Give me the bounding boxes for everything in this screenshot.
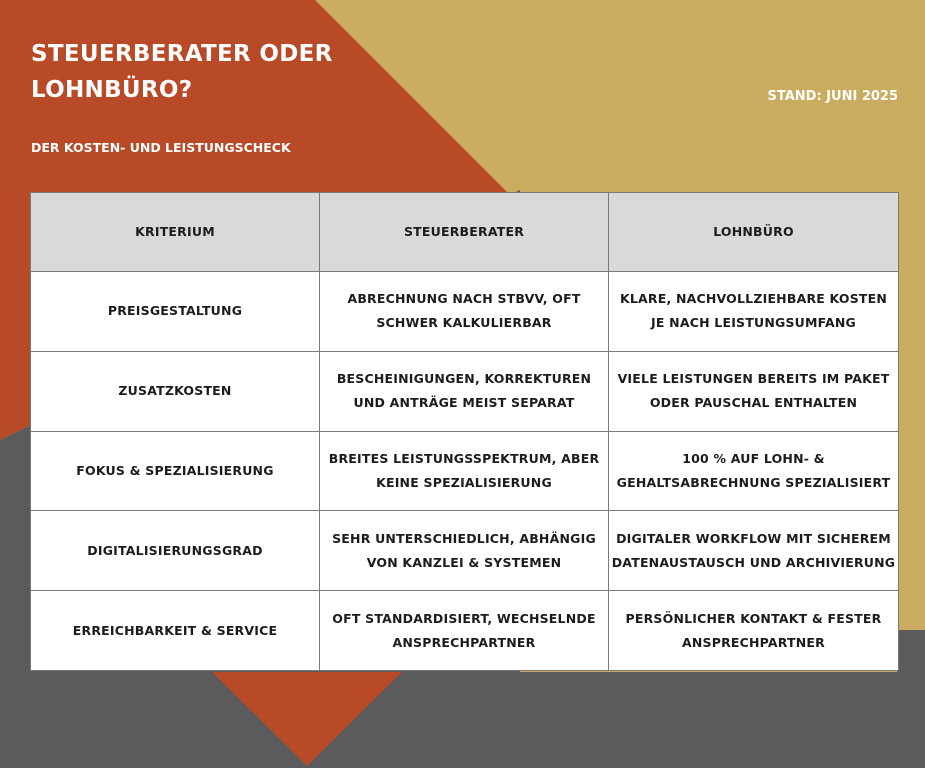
table-row (31, 591, 899, 671)
table-cell: KLARE, NACHVOLLZIEHBARE KOSTEN JE NACH LEISTUNGSUMFANG (609, 272, 899, 352)
table-cell: PREISGESTALTUNG (31, 272, 320, 352)
table-cell: OFT STANDARDISIERT, WECHSELNDE ANSPRECHPARTNER (320, 591, 609, 671)
table-cell: BREITES LEISTUNGSSPEKTRUM, ABER KEINE SPEZIALISIERUNG (320, 431, 609, 511)
table-cell: SEHR UNTERSCHIEDLICH, ABHÄNGIG VON KANZLEI & SYSTEMEN (320, 511, 609, 591)
page-title: STEUERBERATER ODER LOHNBÜRO? (31, 41, 333, 103)
comparison-table (30, 192, 899, 671)
table-cell: BESCHEINIGUNGEN, KORREKTUREN UND ANTRÄGE MEIST SEPARAT (320, 351, 609, 431)
table-cell: FOKUS & SPEZIALISIERUNG (31, 431, 320, 511)
table-row (31, 511, 899, 591)
table-row (31, 351, 899, 431)
table-cell: DIGITALISIERUNGSGRAD (31, 511, 320, 591)
table-cell: PERSÖNLICHER KONTAKT & FESTER ANSPRECHPARTNER (609, 591, 899, 671)
column-header: KRITERIUM (31, 193, 320, 272)
table-row (31, 272, 899, 352)
table-cell: VIELE LEISTUNGEN BEREITS IM PAKET ODER PAUSCHAL ENTHALTEN (609, 351, 899, 431)
table-cell: 100 % AUF LOHN- & GEHALTSABRECHNUNG SPEZIALISIERT (609, 431, 899, 511)
table-cell: ABRECHNUNG NACH STBVV, OFT SCHWER KALKULIERBAR (320, 272, 609, 352)
bottom-gray-strip (0, 672, 925, 768)
table-row (31, 431, 899, 511)
column-header: STEUERBERATER (320, 193, 609, 272)
column-header: LOHNBÜRO (609, 193, 899, 272)
table-cell: ERREICHBARKEIT & SERVICE (31, 591, 320, 671)
stand-date: STAND: JUNI 2025 (767, 89, 898, 104)
table-cell: ZUSATZKOSTEN (31, 351, 320, 431)
table-cell: DIGITALER WORKFLOW MIT SICHEREM DATENAUSTAUSCH UND ARCHIVIERUNG (609, 511, 899, 591)
table-header-row (31, 193, 899, 272)
page-subtitle: DER KOSTEN- UND LEISTUNGSCHECK (31, 140, 291, 155)
